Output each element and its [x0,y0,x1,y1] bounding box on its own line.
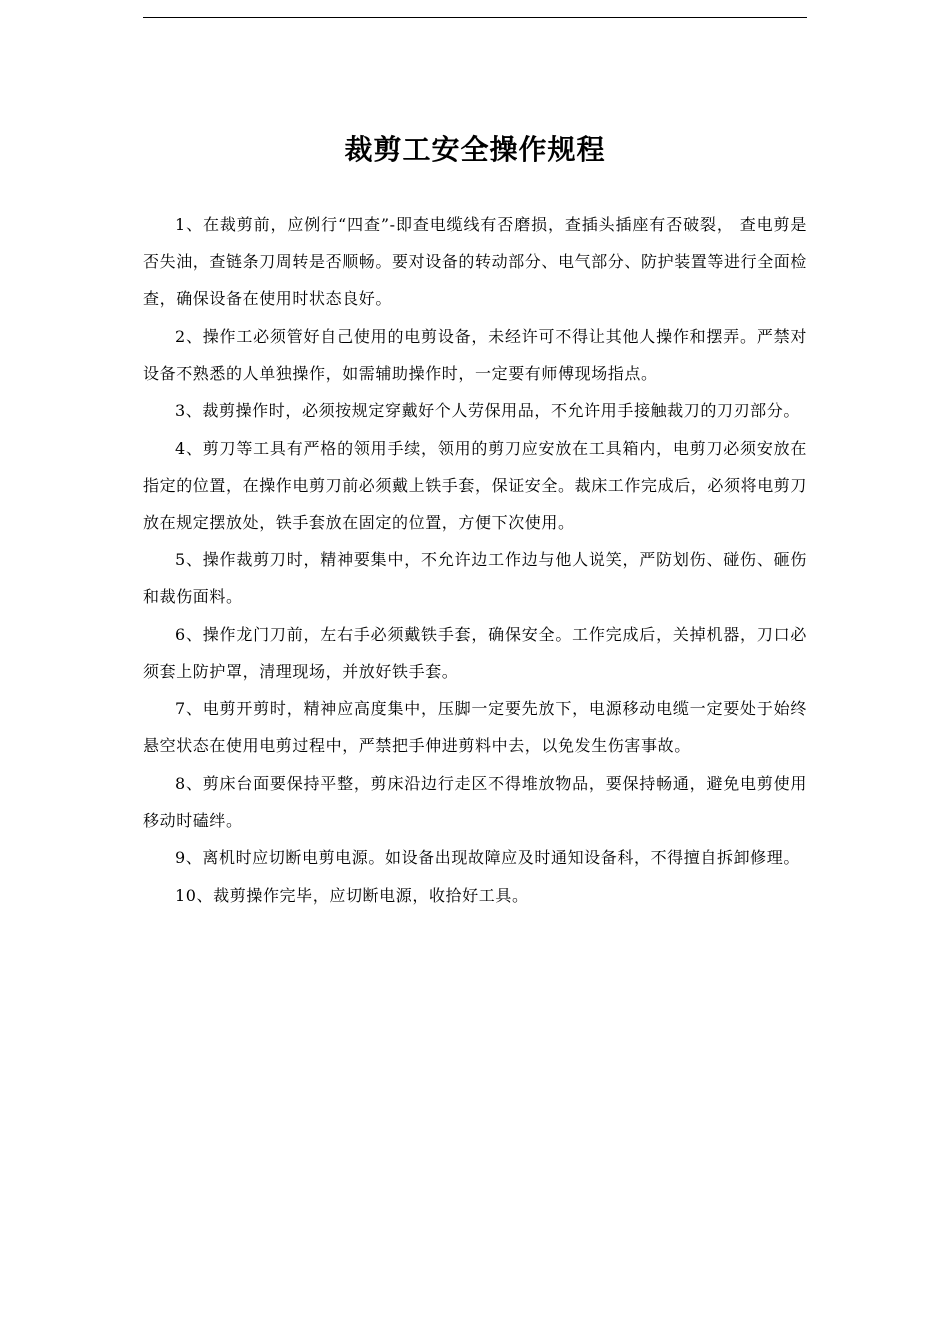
paragraph-8: 8、剪床台面要保持平整，剪床沿边行走区不得堆放物品，要保持畅通，避免电剪使用移动时磕绊。 [143,773,807,830]
paragraph-5: 5、操作裁剪刀时，精神要集中，不允许边工作边与他人说笑，严防划伤、碰伤、砸伤和裁伤面料。 [143,550,807,606]
paragraph-1: 1、在裁剪前，应例行“四查”-即查电缆线有否磨损，查插头插座有否破裂， 查电剪是否失油，查链条刀周转是否顺畅。要对设备的转动部分、电气部分、防护装置等进行全面检查，确保设备在使用时状态良好。 [143,215,808,308]
document-title: 裁剪工安全操作规程 [344,133,606,166]
paragraph-9: 9、离机时应切断电剪电源。如设备出现故障应及时通知设备科，不得擅自拆卸修理。 [175,848,800,867]
document-body [143,206,807,914]
paragraph-2: 2、操作工必须管好自己使用的电剪设备，未经许可不得让其他人操作和摆弄。严禁对设备不熟悉的人单独操作，如需辅助操作时，一定要有师傅现场指点。 [143,326,807,383]
paragraph-10: 10、裁剪操作完毕，应切断电源，收拾好工具。 [175,885,529,905]
paragraph-3: 3、裁剪操作时，必须按规定穿戴好个人劳保用品，不允许用手接触裁刀的刀刃部分。 [175,401,800,420]
paragraph-4: 4、剪刀等工具有严格的领用手续，领用的剪刀应安放在工具箱内，电剪刀必须安放在指定的位置，在操作电剪刀前必须戴上铁手套，保证安全。裁床工作完成后，必须将电剪刀放在规定摆放处，铁手套放在固定的位置，方便下次使用。 [143,438,808,532]
paragraph-7: 7、电剪开剪时，精神应高度集中，压脚一定要先放下，电源移动电缆一定要处于始终悬空状态在使用电剪过程中，严禁把手伸进剪料中去，以免发生伤害事故。 [143,699,807,755]
paragraph-6: 6、操作龙门刀前，左右手必须戴铁手套，确保安全。工作完成后，关掉机器，刀口必须套上防护罩，清理现场，并放好铁手套。 [143,624,807,681]
header-rule [143,17,807,18]
